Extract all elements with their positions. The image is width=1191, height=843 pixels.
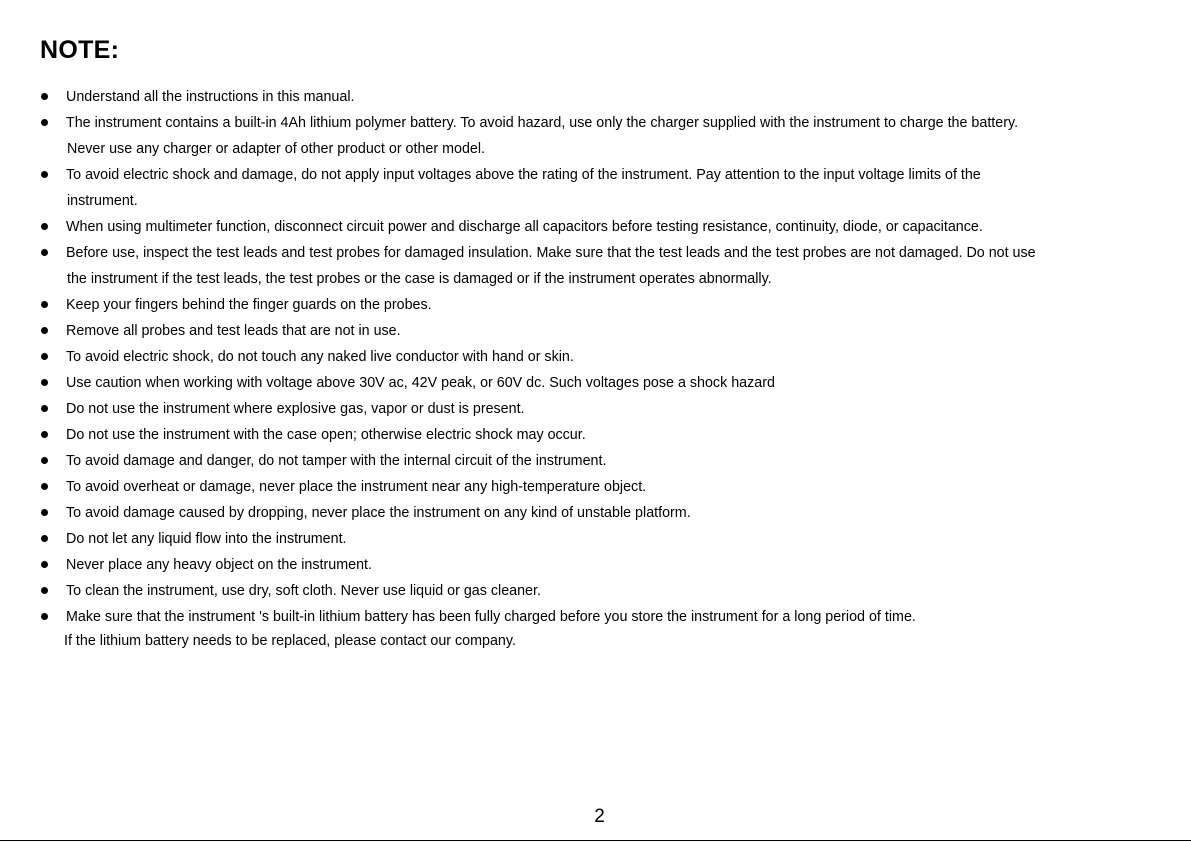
note-item [0, 578, 1191, 604]
note-item [0, 552, 1191, 578]
note-text: instrument. [67, 193, 138, 209]
note-text: Remove all probes and test leads that are not in use. [66, 323, 401, 339]
note-text: Keep your fingers behind the finger guards on the probes. [66, 297, 432, 313]
note-text: To clean the instrument, use dry, soft cloth. Never use liquid or gas cleaner. [66, 583, 541, 599]
bullet-icon [41, 249, 48, 256]
note-text: Understand all the instructions in this manual. [66, 89, 355, 105]
note-list [0, 84, 1191, 630]
note-text: Never place any heavy object on the instrument. [66, 557, 372, 573]
note-text: Do not use the instrument where explosive gas, vapor or dust is present. [66, 401, 525, 417]
note-text: To avoid damage caused by dropping, never place the instrument on any kind of unstable platform. [66, 505, 691, 521]
footnote: If the lithium battery needs to be replaced, please contact our company. [64, 633, 516, 649]
bullet-icon [41, 561, 48, 568]
note-item [0, 344, 1191, 370]
note-text: When using multimeter function, disconnect circuit power and discharge all capacitors before testing resistance, continuity, diode, or capacitance. [66, 219, 983, 235]
note-text: To avoid electric shock and damage, do not apply input voltages above the rating of the instrument. Pay attention to the input voltage limits of the [66, 167, 981, 183]
note-item [0, 370, 1191, 396]
page-number: 2 [594, 806, 605, 827]
note-text: Before use, inspect the test leads and test probes for damaged insulation. Make sure that the test leads and the test probes are not damaged. Do not use [66, 245, 1036, 261]
bullet-icon [41, 301, 48, 308]
bullet-icon [41, 431, 48, 438]
note-text: To avoid electric shock, do not touch any naked live conductor with hand or skin. [66, 349, 574, 365]
note-text: The instrument contains a built-in 4Ah lithium polymer battery. To avoid hazard, use only the charger supplied with the instrument to charge the battery. [66, 115, 1019, 131]
note-item [0, 110, 1191, 162]
bullet-icon [41, 223, 48, 230]
bullet-icon [41, 587, 48, 594]
note-text: the instrument if the test leads, the test probes or the case is damaged or if the instrument operates abnormally. [67, 271, 772, 287]
note-text: Do not use the instrument with the case open; otherwise electric shock may occur. [66, 427, 586, 443]
bullet-icon [41, 509, 48, 516]
page-title: NOTE: [40, 36, 120, 64]
note-item [0, 422, 1191, 448]
bullet-icon [41, 483, 48, 490]
note-text: Make sure that the instrument 's built-in lithium battery has been fully charged before you store the instrument for a long period of time. [66, 609, 916, 625]
bullet-icon [41, 405, 48, 412]
bullet-icon [41, 613, 48, 620]
note-item [0, 162, 1191, 214]
note-item [0, 500, 1191, 526]
bullet-icon [41, 457, 48, 464]
note-item [0, 84, 1191, 110]
note-item [0, 214, 1191, 240]
note-item [0, 474, 1191, 500]
bullet-icon [41, 379, 48, 386]
note-text: Never use any charger or adapter of other product or other model. [67, 141, 486, 157]
bullet-icon [41, 327, 48, 334]
bullet-icon [41, 353, 48, 360]
bullet-icon [41, 119, 48, 126]
note-item [0, 526, 1191, 552]
note-item [0, 448, 1191, 474]
bullet-icon [41, 171, 48, 178]
note-item [0, 396, 1191, 422]
note-item [0, 240, 1191, 292]
bullet-icon [41, 93, 48, 100]
note-item [0, 318, 1191, 344]
note-text: Do not let any liquid flow into the instrument. [66, 531, 347, 547]
note-text: Use caution when working with voltage above 30V ac, 42V peak, or 60V dc. Such voltages pose a shock hazard [66, 375, 775, 391]
note-text: To avoid overheat or damage, never place the instrument near any high-temperature object. [66, 479, 647, 495]
note-text: To avoid damage and danger, do not tamper with the internal circuit of the instrument. [66, 453, 607, 469]
bullet-icon [41, 535, 48, 542]
bottom-divider [0, 840, 1191, 841]
note-item [0, 604, 1191, 630]
note-item [0, 292, 1191, 318]
